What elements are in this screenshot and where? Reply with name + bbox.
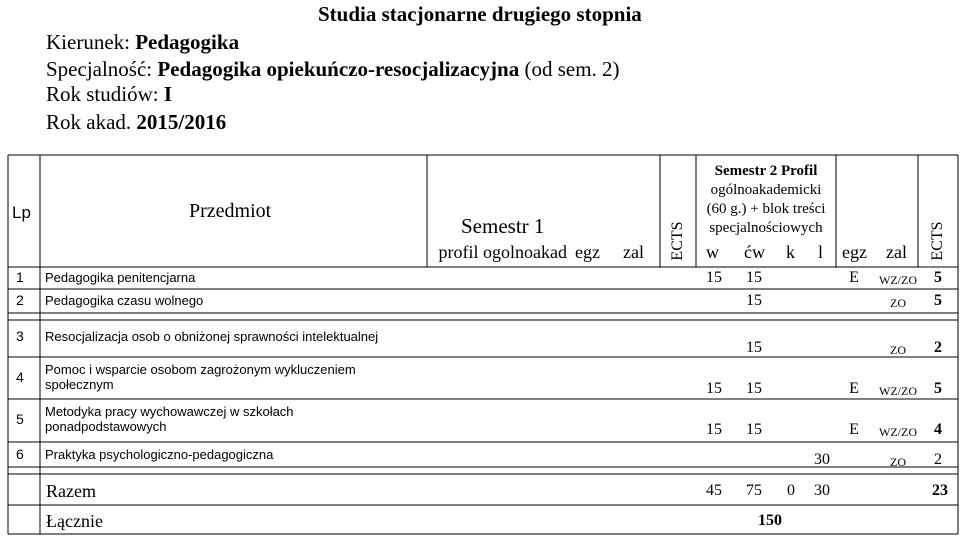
sem2-title-line2: ogólnoakademicki: [710, 182, 822, 198]
row-cw: 15: [746, 339, 762, 356]
rok-studiow-label: Rok studiów:: [46, 82, 159, 106]
row-ects: 5: [934, 269, 942, 286]
specjalnosc-value: Pedagogika opiekuńczo-resocjalizacyjna: [157, 57, 520, 81]
row-cw: 15: [746, 380, 762, 397]
col-przedmiot-header: Przedmiot: [189, 200, 272, 222]
row-zal: ZO: [890, 296, 906, 310]
razem-cw: 75: [746, 482, 762, 499]
rok-studiow-value: I: [163, 82, 173, 106]
row-subject: Pedagogika czasu wolnego: [45, 293, 204, 308]
row-zal: ZO: [890, 343, 906, 357]
sem2-w-header: w: [706, 242, 719, 262]
row-subject-line2: społecznym: [45, 377, 114, 392]
row-cw: 15: [746, 421, 762, 438]
row-lp: 2: [16, 292, 24, 308]
row-zal: WZ/ZO: [879, 425, 917, 439]
row-egz: E: [849, 269, 859, 286]
razem-label: Razem: [46, 481, 96, 501]
specjalnosc-line: [46, 57, 620, 82]
razem-l: 30: [814, 482, 830, 499]
sem2-egz-header: egz: [842, 242, 867, 262]
row-subject: Resocjalizacja osob o obniżonej sprawności intelektualnej: [45, 329, 379, 344]
rok-akad-label: Rok akad.: [46, 110, 132, 134]
kierunek-line: [46, 30, 239, 55]
rok-akad-value: 2015/2016: [136, 110, 227, 134]
row-subject: [45, 362, 356, 392]
sem1-profil-text: profil ogolnoakad: [438, 242, 567, 262]
razem-ects: 23: [932, 482, 948, 499]
row-ects: 2: [934, 451, 942, 468]
sem1-title: Semestr 1: [461, 214, 545, 238]
kierunek-label: Kierunek:: [46, 30, 130, 54]
sem2-title-line3: (60 g.) + blok treści: [706, 201, 826, 217]
row-subject: Pedagogika penitencjarna: [45, 270, 196, 285]
row-zal: WZ/ZO: [879, 273, 917, 287]
row-zal: WZ/ZO: [879, 384, 917, 398]
row-cw: 15: [746, 269, 762, 286]
row-subject: [45, 404, 294, 434]
row-subject: Praktyka psychologiczno-pedagogiczna: [45, 447, 274, 462]
ects-header-sem1: ECTS: [669, 221, 686, 261]
sem1-zal-header: zal: [623, 242, 644, 262]
row-ects: 5: [934, 380, 942, 397]
sem2-zal-header: zal: [886, 242, 907, 262]
row-lp: 5: [16, 411, 24, 427]
row-lp: 1: [16, 269, 24, 285]
row-egz: E: [849, 380, 859, 397]
kierunek-value: Pedagogika: [135, 30, 240, 54]
row-lp: 6: [16, 446, 24, 462]
razem-k: 0: [787, 482, 795, 499]
row-w: 15: [706, 421, 722, 438]
row-subject-line1: Pomoc i wsparcie osobom zagrożonym wykluczeniem: [45, 362, 356, 377]
row-l: 30: [814, 451, 830, 468]
sem2-title-line4: specjalnościowych: [709, 220, 823, 236]
sem1-egz-header: egz: [575, 242, 600, 262]
rok-studiow-line: [46, 82, 172, 107]
row-zal: ZO: [890, 455, 906, 469]
specjalnosc-note: (od sem. 2): [524, 57, 620, 81]
lacznie-label: Łącznie: [46, 511, 103, 531]
row-egz: E: [849, 421, 859, 438]
row-ects: 2: [934, 339, 942, 356]
razem-w: 45: [706, 482, 722, 499]
row-cw: 15: [746, 292, 762, 309]
row-ects: 4: [934, 421, 942, 438]
page-title: Studia stacjonarne drugiego stopnia: [318, 2, 642, 26]
sem2-k-header: k: [786, 242, 795, 262]
sem2-cw-header: ćw: [744, 242, 765, 262]
row-subject-line1: Metodyka pracy wychowawczej w szkołach: [45, 404, 294, 419]
row-lp: 4: [16, 369, 24, 385]
row-ects: 5: [934, 292, 942, 309]
row-w: 15: [706, 380, 722, 397]
row-lp: 3: [16, 328, 24, 344]
sem1-profil-header: [427, 242, 567, 263]
sem2-title: [696, 162, 836, 238]
rok-akad-line: [46, 110, 226, 135]
col-lp-header: Lp: [12, 203, 31, 222]
ects-header-sem2: ECTS: [929, 221, 946, 261]
sem2-title-line1: Semestr 2 Profil: [714, 163, 818, 179]
row-w: 15: [706, 269, 722, 286]
specjalnosc-label: Specjalność:: [46, 57, 153, 81]
sem2-l-header: l: [818, 242, 824, 262]
row-subject-line2: ponadpodstawowych: [45, 419, 167, 434]
lacznie-value: 150: [758, 512, 782, 529]
